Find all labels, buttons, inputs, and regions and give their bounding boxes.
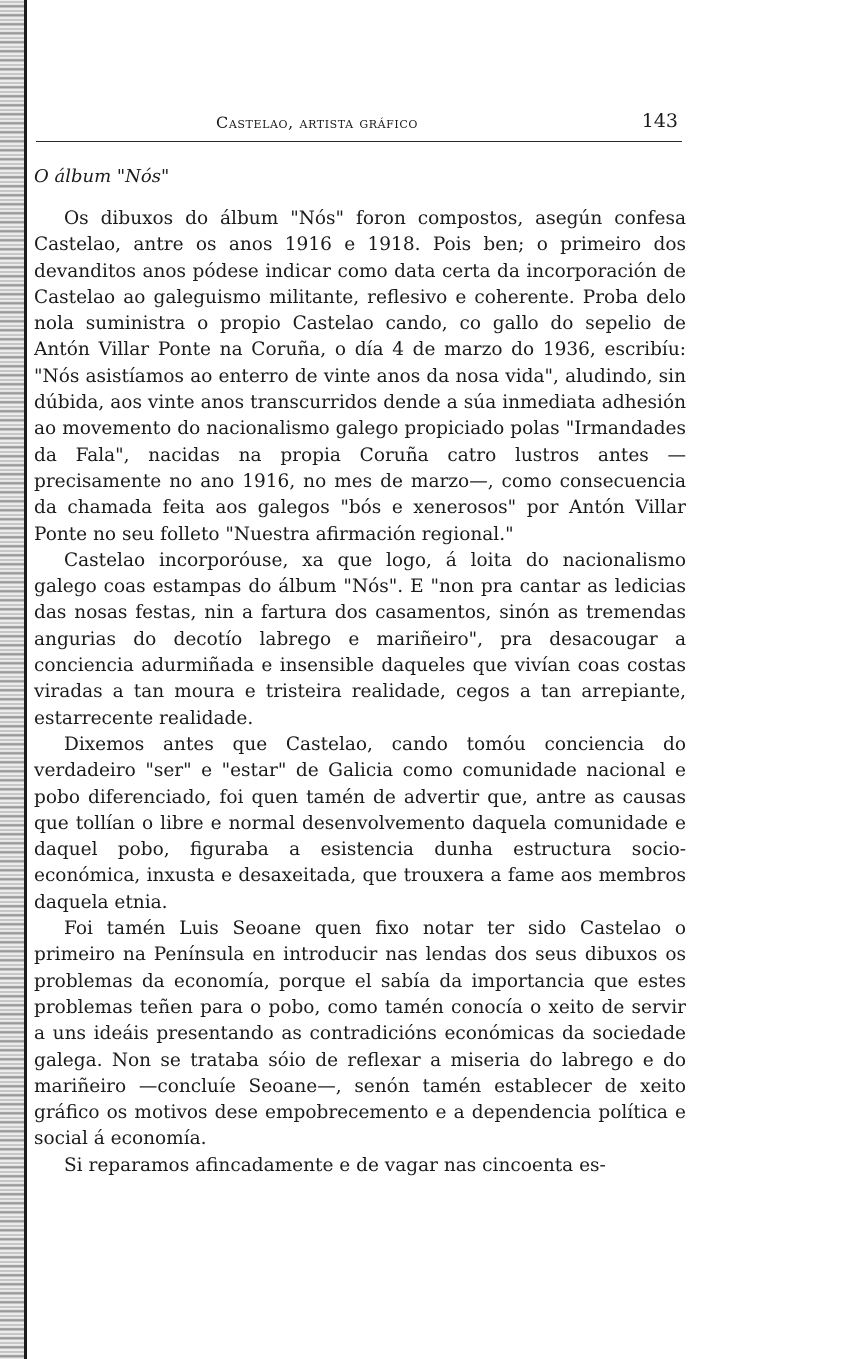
page-binding-edge	[0, 0, 26, 1359]
body-text	[34, 206, 686, 1216]
paragraph-3: Dixemos antes que Castelao, cando tomóu conciencia do verdadeiro "ser" e "estar" de Galicia como comunidade nacional e pobo diferenciado, foi quen tamén de advertir que, antre as causas que tollían o libre e normal desenvolvemento daquela comunidade e daquel pobo, figuraba a esistencia dunha estructura socio-económica, inxusta e desaxeitada, que trouxera a fame aos membros daquela etnia.	[34, 733, 686, 913]
page-number: 143	[641, 110, 678, 132]
paragraph-4: Foi tamén Luis Seoane quen fixo notar ter sido Castelao o primeiro na Península en introducir nas lendas dos seus dibuxos os problemas da economía, porque el sabía da importancia que estes problemas teñen para o pobo, como tamén conocía o xeito de servir a uns ideáis presentando as contradicións económicas da sociedade galega. Non se trataba sóio de reflexar a miseria do labrego e do mariñeiro —concluíe Seoane—, senón tamén establecer de xeito gráfico os motivos dese empobrecemento e a dependencia política e social á economía.	[34, 918, 686, 1150]
page-header	[36, 110, 682, 142]
text-block	[34, 166, 686, 1226]
paragraph-1: Os dibuxos do álbum "Nós" foron compostos, asegún confesa Castelao, antre os anos 1916 e 1918. Pois ben; o primeiro dos devanditos anos pódese indicar como data certa da incorporación de Castelao ao galeguismo militante, reflesivo e coherente. Proba delo nola suministra o propio Castelao cando, co gallo do sepelio de Antón Villar Ponte na Coruña, o día 4 de marzo do 1936, escribíu: "Nós asistíamos ao enterro de vinte anos da nosa vida", aludindo, sin dúbida, aos vinte anos transcurridos dende a súa inmediata adhesión ao movemento do nacionalismo galego propiciado polas "Irmandades da Fala", nacidas na propia Coruña catro lustros antes —precisamente no ano 1916, no mes de marzo—, como consecuencia da chamada feita aos galegos "bós e xenerosos" por Antón Villar Ponte no seu folleto "Nuestra afirmación regional."	[34, 208, 686, 545]
page-binding-line	[24, 0, 27, 1359]
paragraph-2: Castelao incorporóuse, xa que logo, á loita do nacionalismo galego coas estampas do álbum "Nós". E "non pra cantar as ledicias das nosas festas, nin a fartura dos casamentos, sinón as tremendas angurias do decotío labrego e mariñeiro", pra desacougar a conciencia adurmiñada e insensible daqueles que vivían coas costas viradas a tan moura e tristeira realidade, cegos a tan arrepiante, estarrecente realidade.	[34, 549, 686, 729]
running-head: Castelao, artista gráfico	[216, 113, 418, 132]
paragraph-5: Si reparamos afincadamente e de vagar nas cincoenta es-	[64, 1154, 606, 1176]
section-heading: O álbum "Nós"	[34, 166, 170, 187]
